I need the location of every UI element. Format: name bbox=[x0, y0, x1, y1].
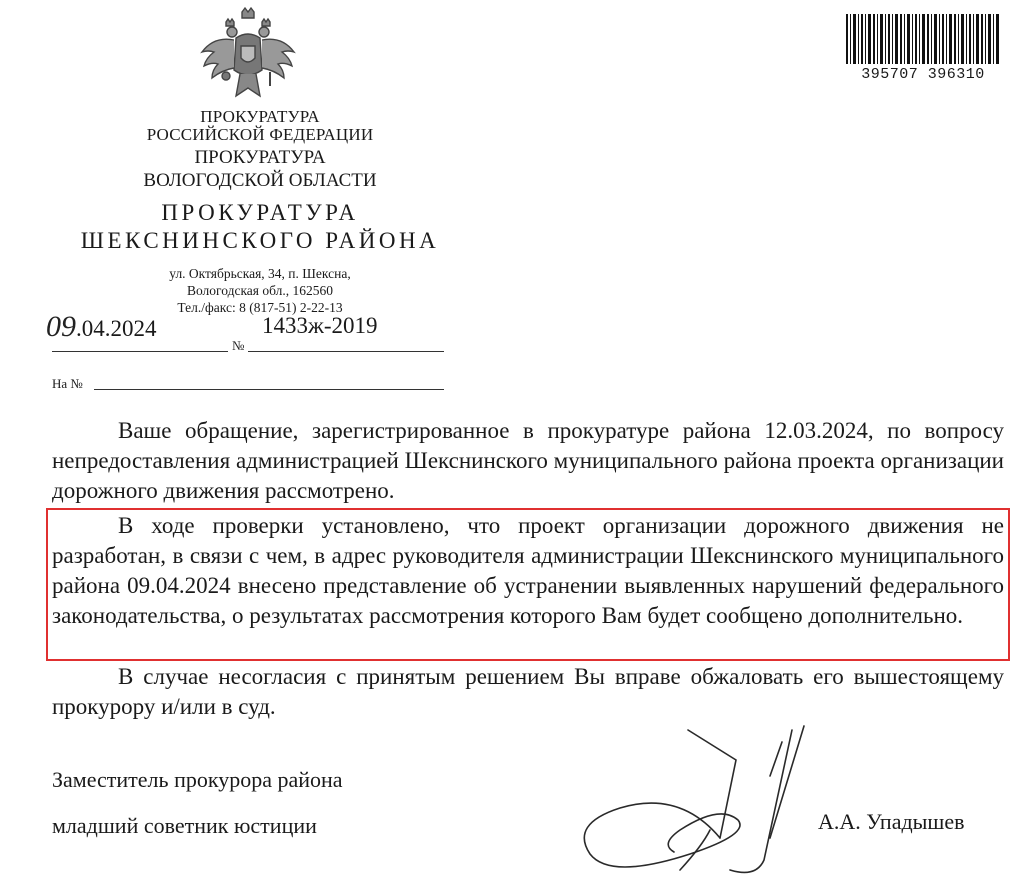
signer-name: А.А. Упадышев bbox=[818, 809, 965, 834]
body-paragraph-3 bbox=[52, 662, 1004, 722]
registration-number: 1433ж-2019 bbox=[262, 313, 378, 338]
org-line-1: ПРОКУРАТУРА bbox=[200, 107, 320, 126]
barcode-number: 395707 396310 bbox=[861, 66, 985, 83]
date-handwritten-day: 09 bbox=[46, 310, 76, 343]
barcode bbox=[846, 14, 1000, 64]
barcode-bars-icon bbox=[846, 14, 1000, 64]
org-line-4: ВОЛОГОДСКОЙ ОБЛАСТИ bbox=[143, 170, 377, 191]
date-rest: .04.2024 bbox=[76, 316, 157, 341]
russian-coat-of-arms-icon bbox=[196, 6, 300, 106]
handwritten-signature-icon bbox=[560, 720, 830, 888]
paragraph-3-text: В случае несогласия с принятым решением Вы вправе обжаловать его вышестоящему прокурору и/или в суд. bbox=[52, 664, 1004, 719]
org-line-6: ШЕКСНИНСКОГО РАЙОНА bbox=[80, 228, 440, 253]
number-underline bbox=[248, 351, 444, 352]
reply-label: На № bbox=[52, 376, 83, 391]
body-paragraph-2 bbox=[52, 511, 1004, 631]
org-line-3: ПРОКУРАТУРА bbox=[194, 147, 326, 168]
address-line-2: Вологодская обл., 162560 bbox=[186, 283, 334, 298]
paragraph-1-text: Ваше обращение, зарегистрированное в прокуратуре района 12.03.2024, по вопросу непредоставления администрацией Шекснинского муниципального района проекта организации дорожного движения рассмотрено. bbox=[52, 418, 1004, 503]
org-line-5: ПРОКУРАТУРА bbox=[161, 200, 359, 225]
address-line-3: Тел./факс: 8 (817-51) 2-22-13 bbox=[177, 300, 343, 315]
org-line-2: РОССИЙСКОЙ ФЕДЕРАЦИИ bbox=[146, 125, 374, 144]
body-paragraph-1 bbox=[52, 416, 1004, 506]
date-underline bbox=[52, 351, 228, 352]
registration-date bbox=[46, 310, 157, 344]
signer-position-2: младший советник юстиции bbox=[52, 813, 317, 838]
number-label: № bbox=[232, 338, 245, 353]
reply-underline bbox=[94, 389, 444, 390]
address-line-1: ул. Октябрьская, 34, п. Шексна, bbox=[169, 266, 351, 281]
signer-position-1: Заместитель прокурора района bbox=[52, 767, 343, 792]
paragraph-2-text: В ходе проверки установлено, что проект организации дорожного движения не разработан, в связи с чем, в адрес руководителя администрации Шекснинского муниципального района 09.04.2024 внесено представление об устранении выявленных нарушений федерального законодательства, о результатах рассмотрения которого Вам будет сообщено дополнительно. bbox=[52, 513, 1004, 628]
